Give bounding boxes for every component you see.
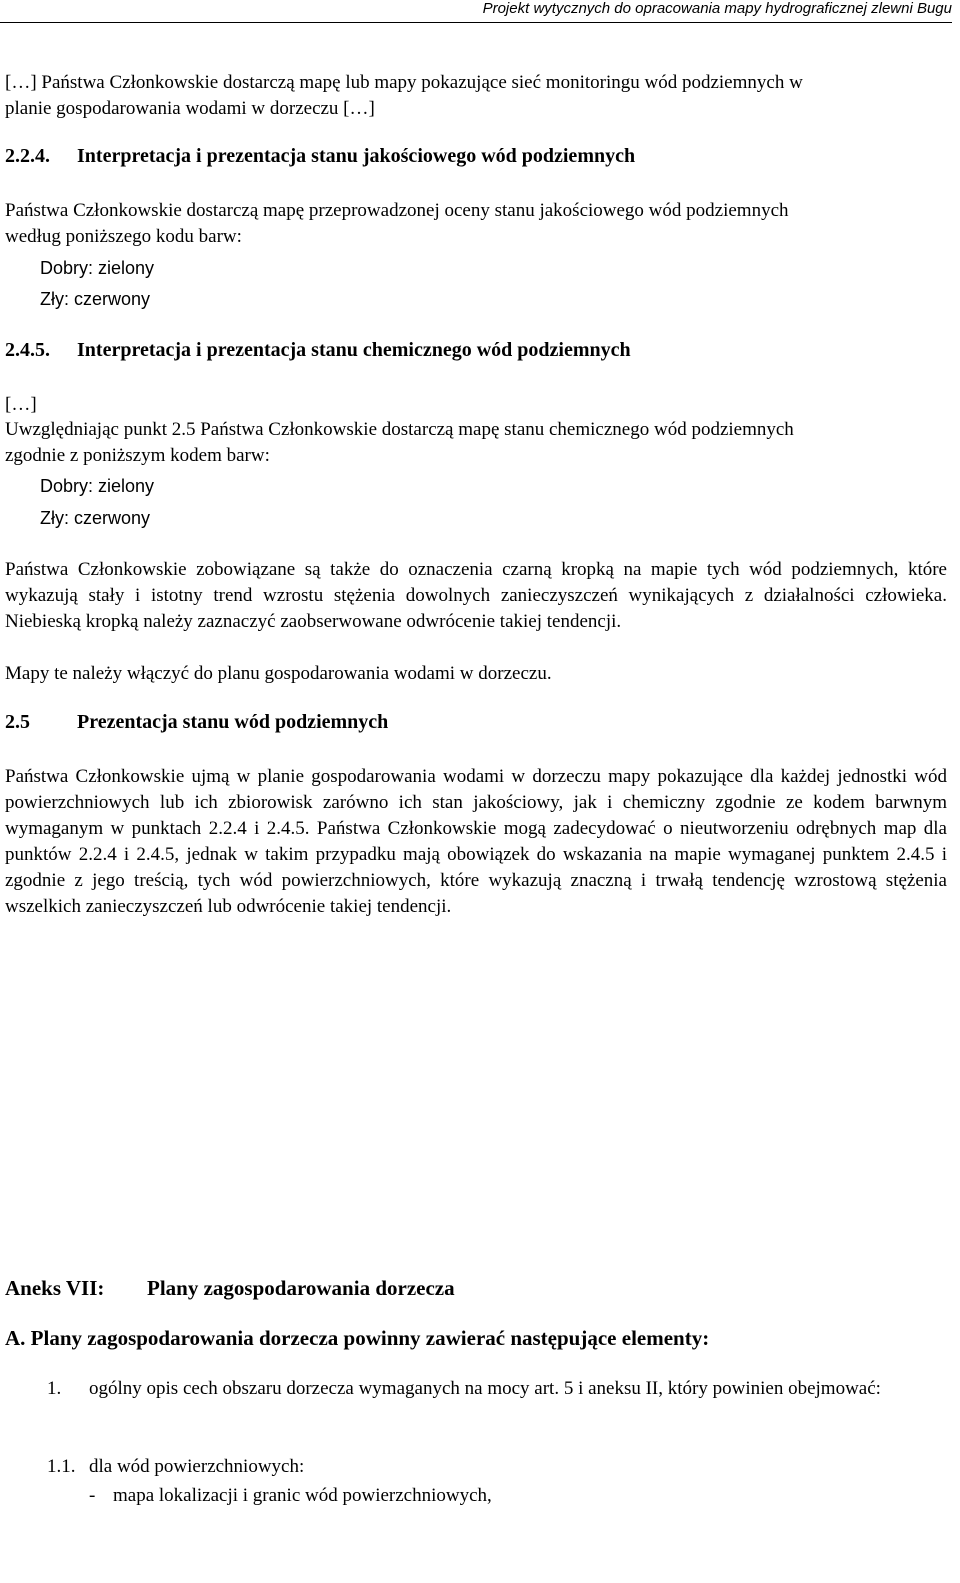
list-item-1-1-bullet: mapa lokalizacji i granic wód powierzchniowych, <box>113 1485 492 1506</box>
header-rule <box>0 22 952 23</box>
s245-ellipsis: […] <box>5 394 37 415</box>
section-heading-2-2-4 <box>5 145 635 168</box>
section-number: 2.2.4. <box>5 145 50 167</box>
intro-line-1: […] Państwa Członkowskie dostarczą mapę lub mapy pokazujące sieć monitoringu wód podziemnych w <box>5 72 803 93</box>
s224-legend-good: Dobry: zielony <box>40 258 155 278</box>
s245-paragraph-line-2: zgodnie z poniższym kodem barw: <box>5 445 270 466</box>
bullet-dash: - <box>89 1485 96 1506</box>
page-header: Projekt wytycznych do opracowania mapy hydrograficznej zlewni Bugu <box>482 0 952 17</box>
s245-paragraph-3: Mapy te należy włączyć do planu gospodarowania wodami w dorzeczu. <box>5 663 552 684</box>
section-title: Interpretacja i prezentacja stanu chemicznego wód podziemnych <box>77 339 631 361</box>
s245-legend-bad: Zły: czerwony <box>40 508 151 528</box>
section-heading-2-5 <box>5 711 388 734</box>
s224-paragraph-line-1: Państwa Członkowskie dostarczą mapę przeprowadzonej oceny stanu jakościowego wód podziemnych <box>5 200 789 221</box>
list-item-1-number: 1. <box>47 1378 62 1399</box>
annex-heading <box>5 1276 455 1301</box>
section-number: 2.5 <box>5 711 30 733</box>
intro-line-2: planie gospodarowania wodami w dorzeczu […] <box>5 98 375 119</box>
list-item-1-1-number: 1.1. <box>47 1456 76 1477</box>
s245-paragraph-2: Państwa Członkowskie zobowiązane są także do oznaczenia czarną kropką na mapie tych wód podziemnych, które wykazują stały i istotny trend wzrostu stężenia dowolnych zanieczyszczeń wynikających z działalności człowieka. Niebieską kropką należy zaznaczyć zaobserwowane odwrócenie takiej tendencji. <box>5 559 947 632</box>
section-heading-2-4-5 <box>5 339 631 362</box>
section-number: 2.4.5. <box>5 339 50 361</box>
annex-title: Plany zagospodarowania dorzecza <box>147 1276 455 1300</box>
section-title: Prezentacja stanu wód podziemnych <box>77 711 389 733</box>
section-title: Interpretacja i prezentacja stanu jakościowego wód podziemnych <box>77 145 636 167</box>
list-item-1-1-text: dla wód powierzchniowych: <box>89 1456 305 1477</box>
annex-label: Aneks VII: <box>5 1276 105 1300</box>
list-item-1-text: ogólny opis cech obszaru dorzecza wymaganych na mocy art. 5 i aneksu II, który powinien obejmować: <box>89 1378 881 1399</box>
s245-paragraph-line-1: Uwzględniając punkt 2.5 Państwa Członkowskie dostarczą mapę stanu chemicznego wód podziemnych <box>5 419 794 440</box>
section-a-heading: A. Plany zagospodarowania dorzecza powinny zawierać następujące elementy: <box>5 1326 710 1350</box>
s25-paragraph: Państwa Członkowskie ujmą w planie gospodarowania wodami w dorzeczu mapy pokazujące dla każdej jednostki wód powierzchniowych lub ich zbiorowisk zarówno ich stan jakościowy, jak i chemiczny zgodnie ze kodem barwnym wymaganym w punktach 2.2.4 i 2.4.5. Państwa Członkowskie mogą zadecydować o nieutworzeniu odrębnych map dla punktów 2.2.4 i 2.4.5, jednak w takim przypadku mają obowiązek do wskazania na mapie wymaganej punktem 2.4.5 i zgodnie z jego treścią, tych wód powierzchniowych, które wykazują znaczną i trwałą tendencję wzrostową stężenia wszelkich zanieczyszczeń lub odwrócenie takiej tendencji. <box>5 766 947 917</box>
s245-legend-good: Dobry: zielony <box>40 476 155 496</box>
s224-paragraph-line-2: według poniższego kodu barw: <box>5 226 242 247</box>
s224-legend-bad: Zły: czerwony <box>40 289 151 309</box>
